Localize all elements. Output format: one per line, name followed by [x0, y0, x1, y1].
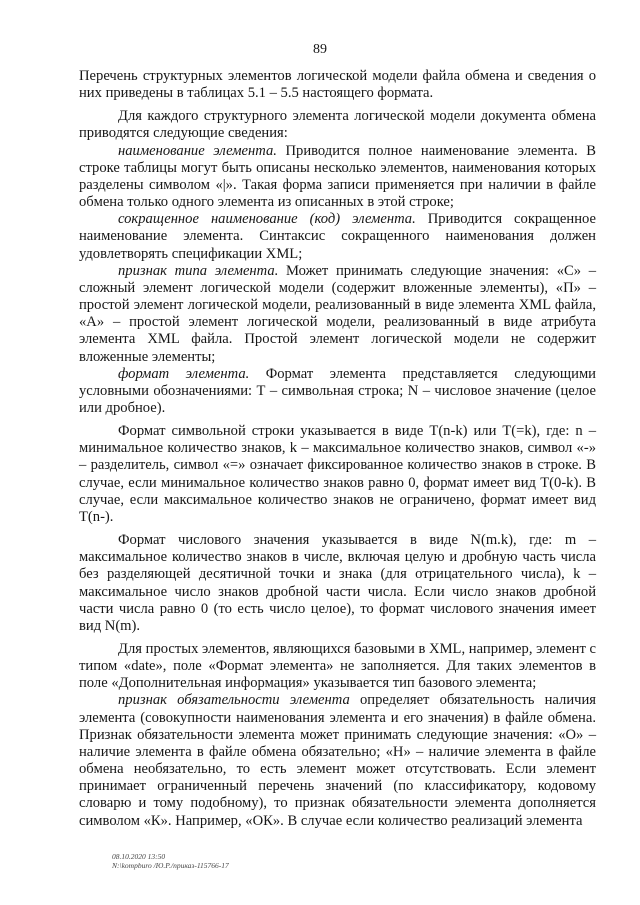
- term-label: формат элемента.: [118, 365, 250, 382]
- term-label: признак обязательности элемента: [118, 692, 350, 709]
- term-label: наименование элемента.: [118, 142, 277, 159]
- term-label: сокращенное наименование (код) элемента.: [118, 211, 416, 228]
- paragraph-required-flag: [79, 692, 596, 829]
- paragraph-format: [79, 366, 596, 417]
- page-number: 89: [313, 42, 327, 57]
- paragraph-base-types: [79, 641, 596, 692]
- paragraph-text: Для каждого структурного элемента логической модели документа обмена приводятся следующие сведения:: [79, 108, 596, 142]
- paragraph-text: Для простых элементов, являющихся базовыми в XML, например, элемент с типом «date», поле «Формат элемента» не заполняется. Для таких элементов в поле «Дополнительная информация» указывается тип базового элемента;: [79, 641, 596, 692]
- paragraph-text: Формат числового значения указывается в виде N(m.k), где: m – максимальное количество знаков в числе, включая целую и дробную часть числа без разделяющей десятичной точки и знака (для отрицательного числа), k – максимальное число знаков дробной части числа. Если число знаков дробной части числа равно 0 (то есть число целое), то формат числового значения имеет вид N(m).: [79, 532, 596, 634]
- term-label: признак типа элемента.: [118, 262, 279, 279]
- paragraph-text: Приводится полное наименование элемента. В строке таблицы могут быть описаны несколько элементов, наименования которых разделены символом «|». Такая форма записи применяется при наличии в файле обмена только одного элемента из описанных в этой строке;: [79, 142, 596, 211]
- paragraph-string-format: [79, 423, 596, 526]
- paragraph-short-name: [79, 211, 596, 262]
- paragraph-text: Перечень структурных элементов логической модели файла обмена и сведения о них приведены в таблицах 5.1 – 5.5 настоящего формата.: [79, 68, 596, 102]
- paragraph-details: [79, 108, 596, 142]
- paragraph-type-flag: [79, 263, 596, 366]
- paragraph-text: определяет обязательность наличия элемента (совокупности наименования элемента и его значения) в файле обмена. Признак обязательности элемента может принимать следующие значения: «О» – наличие элемента в файле обмена обязательно; «Н» – наличие элемента в файле обмена необязательно, то есть элемент может отсутствовать. Если элемент принимает ограниченный перечень значений (по классификатору, кодовому словарю и тому подобному), то признак обязательности элемента дополняется символом «К». Например, «ОК». В случае если количество реализаций элемента: [79, 692, 596, 829]
- paragraph-element-name: [79, 143, 596, 212]
- paragraph-text: Может принимать следующие значения: «С» – сложный элемент логической модели (содержит вложенные элементы), «П» – простой элемент логической модели, реализованный в виде элемента XML файла, «А» – простой элемент логической модели, реализованный в виде атрибута элемента XML файла. Простой элемент логической модели не содержит вложенные элементы;: [79, 262, 596, 365]
- paragraph-text: Формат символьной строки указывается в виде Т(n-k) или Т(=k), где: n – минимальное количество знаков, k – максимальное количество знаков, символ «-» – разделитель, символ «=» означает фиксированное количество знаков в строке. В случае, если минимальное количество знаков равно 0, формат имеет вид Т(0-k). В случае, если максимальное количество знаков не ограничено, формат имеет вид Т(n-).: [79, 423, 596, 525]
- footer-path: N:\kompburo /Ю.Р./приказ-115766-17: [112, 861, 229, 870]
- paragraph-text: Формат элемента представляется следующими условными обозначениями: Т – символьная строка; N – числовое значение (целое или дробное).: [79, 365, 596, 416]
- footer-stamp: [112, 852, 229, 870]
- paragraph-intro: [79, 68, 596, 102]
- footer-date: 08.10.2020 13:50: [112, 852, 166, 861]
- paragraph-text: Приводится сокращенное наименование элемента. Синтаксис сокращенного наименования должен удовлетворять спецификации XML;: [79, 211, 596, 262]
- body-text: [79, 68, 596, 830]
- paragraph-number-format: [79, 532, 596, 635]
